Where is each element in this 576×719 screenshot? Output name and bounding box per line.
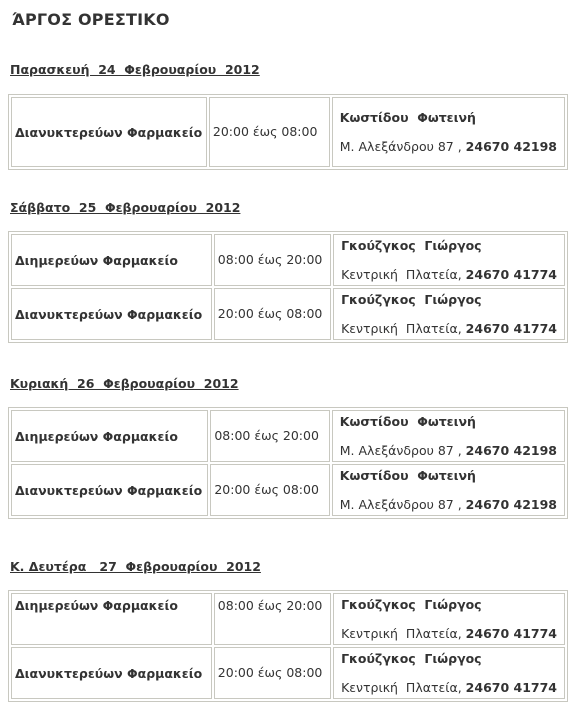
phone-number: 24670 42198 <box>465 443 557 458</box>
pharmacy-name: Κωστίδου Φωτεινή <box>339 468 476 483</box>
hours-cell: 20:00 έως 08:00 <box>210 464 329 516</box>
duty-table <box>8 231 568 343</box>
pharmacy-cell <box>333 234 565 286</box>
table-row <box>11 593 565 645</box>
pharmacy-address <box>337 253 561 284</box>
address-text: Μ. Αλεξάνδρου 87 , <box>339 497 462 512</box>
table-row <box>11 410 565 462</box>
address-text: Κεντρική Πλατεία, <box>341 626 462 641</box>
pharmacy-name: Γκούζγκος Γιώργος <box>341 651 482 666</box>
pharmacy-cell <box>333 593 565 645</box>
day-heading: Παρασκευή 24 Φεβρουαρίου 2012 <box>10 62 260 77</box>
phone-number: 24670 42198 <box>465 497 557 512</box>
address-text: Κεντρική Πλατεία, <box>341 680 462 695</box>
pharmacy-type: Διανυκτερεύων Φαρμακείο <box>11 647 212 699</box>
pharmacy-name: Κωστίδου Φωτεινή <box>339 414 476 429</box>
pharmacy-type: Διημερεύων Φαρμακείο <box>11 593 212 645</box>
hours-cell: 20:00 έως 08:00 <box>214 647 331 699</box>
address-text: Κεντρική Πλατεία, <box>341 267 462 282</box>
address-text: Κεντρική Πλατεία, <box>341 321 462 336</box>
hours-cell: 08:00 έως 20:00 <box>210 410 329 462</box>
pharmacy-address <box>337 612 561 643</box>
phone-number: 24670 41774 <box>465 321 557 336</box>
duty-table <box>8 590 568 702</box>
pharmacy-type: Διανυκτερεύων Φαρμακείο <box>11 288 212 340</box>
hours-cell: 08:00 έως 20:00 <box>214 593 331 645</box>
pharmacy-cell <box>332 464 565 516</box>
pharmacy-cell <box>332 97 565 167</box>
day-heading: Σάββατο 25 Φεβρουαρίου 2012 <box>10 200 241 215</box>
table-row <box>11 234 565 286</box>
table-row <box>11 647 565 699</box>
address-text: Μ. Αλεξάνδρου 87 , <box>339 443 462 458</box>
pharmacy-address <box>336 125 561 156</box>
hours-cell: 20:00 έως 08:00 <box>209 97 330 167</box>
pharmacy-type: Διανυκτερεύων Φαρμακείο <box>11 464 208 516</box>
hours-cell: 20:00 έως 08:00 <box>214 288 331 340</box>
pharmacy-address <box>336 429 561 460</box>
pharmacy-type: Διημερεύων Φαρμακείο <box>11 410 208 462</box>
pharmacy-type: Διημερεύων Φαρμακείο <box>11 234 212 286</box>
table-row <box>11 288 565 340</box>
phone-number: 24670 41774 <box>465 267 557 282</box>
pharmacy-address <box>337 666 561 697</box>
phone-number: 24670 42198 <box>465 139 557 154</box>
pharmacy-name: Γκούζγκος Γιώργος <box>341 597 482 612</box>
pharmacy-name: Κωστίδου Φωτεινή <box>339 110 476 125</box>
pharmacy-address <box>337 307 561 338</box>
pharmacy-name: Γκούζγκος Γιώργος <box>341 292 482 307</box>
phone-number: 24670 41774 <box>465 626 557 641</box>
pharmacy-cell <box>333 288 565 340</box>
pharmacy-type: Διανυκτερεύων Φαρμακείο <box>11 97 207 167</box>
duty-table <box>8 407 568 519</box>
day-heading: Κ. Δευτέρα 27 Φεβρουαρίου 2012 <box>10 559 261 574</box>
address-text: Μ. Αλεξάνδρου 87 , <box>339 139 462 154</box>
pharmacy-address <box>336 483 561 514</box>
pharmacy-cell <box>332 410 565 462</box>
table-row <box>11 464 565 516</box>
pharmacy-cell <box>333 647 565 699</box>
hours-cell: 08:00 έως 20:00 <box>214 234 331 286</box>
phone-number: 24670 41774 <box>465 680 557 695</box>
pharmacy-name: Γκούζγκος Γιώργος <box>341 238 482 253</box>
day-heading: Κυριακή 26 Φεβρουαρίου 2012 <box>10 376 239 391</box>
table-row <box>11 97 565 167</box>
duty-table <box>8 94 568 170</box>
page-title: ΆΡΓΟΣ ΟΡΕΣΤΙΚΟ <box>12 10 170 29</box>
